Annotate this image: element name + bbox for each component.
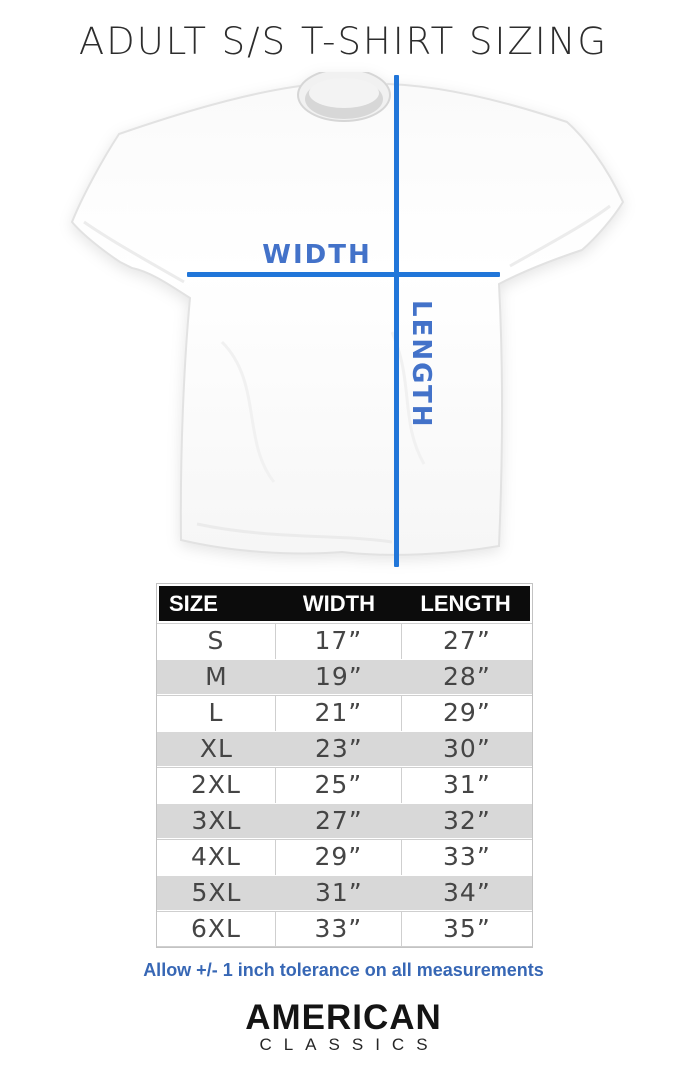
width-value: 27” (314, 806, 363, 835)
length-value: 28” (443, 662, 491, 691)
table-row-s (157, 623, 532, 659)
size-value: XL (199, 734, 233, 763)
size-value: M (205, 662, 228, 691)
width-value: 23” (314, 734, 363, 763)
size-value: S (157, 624, 276, 659)
width-value: 33” (276, 912, 402, 946)
table-row-xl (157, 731, 532, 767)
length-value: 34” (443, 878, 491, 907)
width-value: 31” (314, 878, 363, 907)
length-value: 31” (443, 770, 491, 799)
length-label: LENGTH (406, 300, 436, 429)
width-value: 29” (276, 840, 402, 875)
collar-inner-light (309, 78, 379, 108)
width-label: WIDTH (262, 240, 372, 270)
table-row-2xl (157, 767, 532, 803)
header-size: SIZE (169, 590, 218, 616)
size-value: 6XL (157, 912, 276, 946)
length-value: 35” (443, 914, 491, 943)
size-value: 3XL (191, 806, 242, 835)
header-length: LENGTH (420, 590, 511, 616)
brand-logo (0, 1000, 687, 1054)
length-value: 27” (443, 626, 491, 655)
length-value: 29” (443, 698, 491, 727)
length-value: 30” (443, 734, 491, 763)
width-value: 25” (276, 768, 402, 803)
length-value: 32” (443, 806, 491, 835)
size-table-header-row (159, 586, 530, 621)
size-value: L (157, 696, 276, 731)
table-row-m (157, 659, 532, 695)
length-value: 33” (443, 842, 491, 871)
table-row-4xl (157, 839, 532, 875)
page-title: ADULT S/S T-SHIRT SIZING (78, 20, 609, 63)
size-value: 5XL (191, 878, 242, 907)
length-measure-line (394, 75, 399, 567)
width-measure-line (187, 272, 500, 277)
tshirt-body (72, 84, 623, 555)
size-value: 2XL (157, 768, 276, 803)
tshirt-illustration (62, 72, 625, 572)
width-value: 17” (276, 624, 402, 659)
table-row-3xl (157, 803, 532, 839)
table-row-5xl (157, 875, 532, 911)
width-value: 19” (314, 662, 363, 691)
table-row-l (157, 695, 532, 731)
tolerance-note: Allow +/- 1 inch tolerance on all measurements (143, 960, 544, 980)
header-width: WIDTH (302, 590, 375, 616)
tshirt-diagram (62, 72, 625, 572)
brand-name-secondary: CLASSICS (259, 1035, 440, 1054)
width-value: 21” (276, 696, 402, 731)
size-table (156, 583, 533, 948)
brand-name-primary: AMERICAN (245, 998, 442, 1037)
size-value: 4XL (157, 840, 276, 875)
table-row-6xl (157, 911, 532, 947)
